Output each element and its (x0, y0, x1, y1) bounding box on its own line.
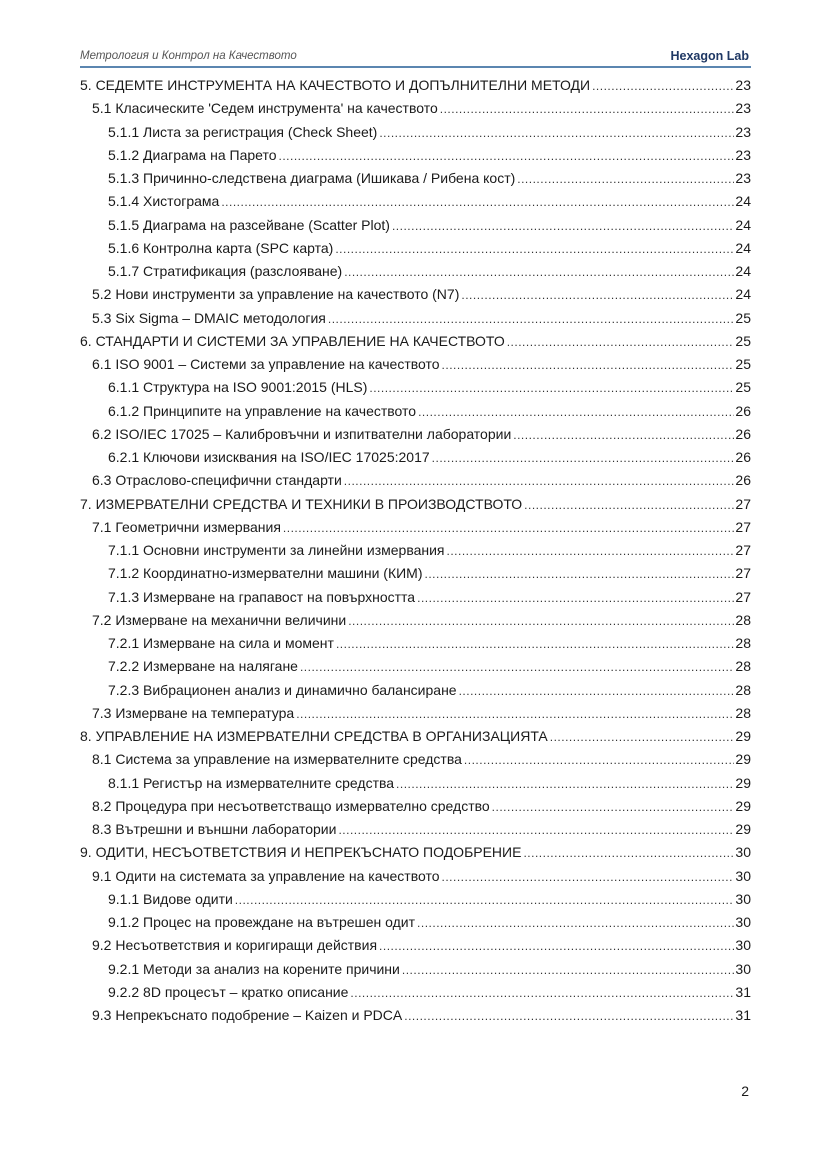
toc-entry-page[interactable]: 28 (735, 611, 751, 628)
toc-dot-leader (338, 819, 734, 842)
toc-entry-level-2[interactable] (80, 423, 751, 446)
toc-entry-page[interactable]: 29 (735, 797, 751, 814)
toc-entry-page[interactable]: 27 (735, 518, 751, 535)
toc-entry-level-3[interactable] (80, 167, 751, 190)
toc-entry-page[interactable]: 30 (735, 890, 751, 907)
toc-entry-level-2[interactable] (80, 795, 751, 818)
toc-dot-leader (523, 842, 734, 865)
toc-entry-title[interactable]: 5.2 Нови инструменти за управление на качеството (N7) (92, 283, 461, 306)
toc-dot-leader (442, 866, 735, 889)
toc-dot-leader (425, 563, 735, 586)
toc-entry-page[interactable]: 23 (735, 100, 751, 117)
toc-entry-level-2[interactable] (80, 748, 751, 771)
toc-entry-level-2[interactable] (80, 516, 751, 539)
toc-entry-page[interactable]: 24 (735, 286, 751, 303)
toc-entry-title[interactable]: 8.1.1 Регистър на измервателните средства (108, 772, 396, 795)
toc-entry-page[interactable]: 27 (735, 565, 751, 582)
toc-entry-page[interactable]: 27 (735, 495, 751, 512)
toc-entry-level-3[interactable] (80, 539, 751, 562)
toc-entry-level-2[interactable] (80, 283, 751, 306)
toc-entry-level-3[interactable] (80, 679, 751, 702)
toc-entry-title[interactable]: 9.1.1 Видове одити (108, 888, 235, 911)
toc-dot-leader (404, 1005, 734, 1028)
toc-dot-leader (592, 75, 734, 98)
toc-entry-level-3[interactable] (80, 121, 751, 144)
toc-entry-title[interactable]: 9.3 Непрекъснато подобрение – Kaizen и PDCA (92, 1004, 404, 1027)
toc-entry-level-3[interactable] (80, 400, 751, 423)
toc-dot-leader (379, 122, 734, 145)
toc-dot-leader (344, 470, 735, 493)
toc-entry-level-3[interactable] (80, 911, 751, 934)
toc-entry-title[interactable]: 8.2 Процедура при несъответстващо измервателно средство (92, 795, 492, 818)
page-header (80, 50, 751, 68)
toc-dot-leader (300, 656, 734, 679)
toc-entry-page[interactable]: 26 (735, 472, 751, 489)
toc-entry-title[interactable]: 7.1.2 Координатно-измервателни машини (КИМ) (108, 562, 425, 585)
toc-entry-level-2[interactable] (80, 353, 751, 376)
toc-entry-page[interactable]: 24 (735, 216, 751, 233)
toc-dot-leader (379, 935, 734, 958)
toc-dot-leader (417, 912, 734, 935)
toc-dot-leader (336, 633, 734, 656)
toc-entry-page[interactable]: 29 (735, 821, 751, 837)
toc-entry-level-2[interactable] (80, 97, 751, 120)
toc-entry-page[interactable]: 24 (735, 239, 751, 256)
table-of-contents (80, 74, 751, 1027)
toc-dot-leader (344, 261, 734, 284)
toc-entry-page[interactable]: 29 (735, 728, 751, 744)
toc-entry-page[interactable]: 30 (735, 867, 751, 884)
toc-entry-level-3[interactable] (80, 446, 751, 469)
toc-entry-title[interactable]: 5.1.5 Диаграма на разсейване (Scatter Plot) (108, 214, 392, 237)
toc-entry-title[interactable]: 8.1 Система за управление на измервателните средства (92, 748, 464, 771)
toc-entry-level-1[interactable] (80, 74, 751, 97)
toc-entry-title[interactable]: 5.1.7 Стратификация (разслояване) (108, 260, 344, 283)
toc-entry-title[interactable]: 6. СТАНДАРТИ И СИСТЕМИ ЗА УПРАВЛЕНИЕ НА КАЧЕСТВОТО (80, 330, 507, 353)
toc-entry-page[interactable]: 30 (735, 960, 751, 977)
page-number: 2 (741, 1083, 749, 1099)
toc-dot-leader (517, 168, 734, 191)
toc-entry-level-2[interactable] (80, 609, 751, 632)
toc-entry-page[interactable]: 26 (735, 449, 751, 465)
toc-dot-leader (402, 959, 735, 982)
toc-dot-leader (459, 680, 735, 703)
toc-dot-leader (461, 284, 734, 307)
toc-entry-page[interactable]: 28 (735, 704, 751, 721)
toc-dot-leader (279, 145, 735, 168)
toc-dot-leader (524, 494, 734, 517)
toc-dot-leader (328, 308, 735, 331)
toc-dot-leader (464, 749, 735, 772)
organization-name: Hexagon Lab (670, 49, 749, 63)
toc-entry-title[interactable]: 7. ИЗМЕРВАТЕЛНИ СРЕДСТВА И ТЕХНИКИ В ПРОИЗВОДСТВОТО (80, 493, 524, 516)
toc-entry-level-1[interactable] (80, 330, 751, 353)
toc-entry-title[interactable]: 6.2 ISO/IEC 17025 – Калибровъчни и изпитвателни лаборатории (92, 423, 513, 446)
toc-dot-leader (447, 540, 735, 563)
toc-entry-level-3[interactable] (80, 562, 751, 585)
toc-entry-title[interactable]: 7.1 Геометрични измервания (92, 516, 283, 539)
toc-dot-leader (418, 401, 734, 424)
toc-entry-level-3[interactable] (80, 214, 751, 237)
toc-entry-page[interactable]: 31 (735, 1007, 751, 1023)
toc-entry-title[interactable]: 8.3 Вътрешни и външни лаборатории (92, 818, 338, 841)
toc-entry-level-3[interactable] (80, 260, 751, 283)
toc-entry-level-2[interactable] (80, 702, 751, 725)
toc-entry-level-3[interactable] (80, 190, 751, 213)
toc-entry-title[interactable]: 6.1 ISO 9001 – Системи за управление на качеството (92, 353, 442, 376)
toc-entry-title[interactable]: 9. ОДИТИ, НЕСЪОТВЕТСТВИЯ И НЕПРЕКЪСНАТО ПОДОБРЕНИЕ (80, 841, 523, 864)
toc-entry-page[interactable]: 27 (735, 542, 751, 558)
toc-entry-title[interactable]: 7.2 Измерване на механични величини (92, 609, 348, 632)
toc-entry-title[interactable]: 5.1.2 Диаграма на Парето (108, 144, 279, 167)
toc-entry-title[interactable]: 5.3 Six Sigma – DMAIC методология (92, 307, 328, 330)
toc-dot-leader (513, 424, 734, 447)
toc-dot-leader (440, 98, 735, 121)
toc-entry-title[interactable]: 6.1.1 Структура на ISO 9001:2015 (HLS) (108, 376, 369, 399)
toc-entry-level-3[interactable] (80, 958, 751, 981)
toc-dot-leader (417, 587, 734, 610)
toc-entry-title[interactable]: 5.1.3 Причинно-следствена диаграма (Ишикава / Рибена кост) (108, 167, 517, 190)
toc-entry-level-1[interactable] (80, 841, 751, 864)
toc-dot-leader (335, 238, 734, 261)
toc-entry-title[interactable]: 8. УПРАВЛЕНИЕ НА ИЗМЕРВАТЕЛНИ СРЕДСТВА В ОРГАНИЗАЦИЯТА (80, 725, 550, 748)
toc-entry-page[interactable]: 23 (735, 146, 751, 163)
toc-entry-title[interactable]: 7.2.3 Вибрационен анализ и динамично балансиране (108, 679, 459, 702)
document-title: Метрология и Контрол на Качеството (80, 50, 297, 62)
toc-entry-title[interactable]: 6.2.1 Ключови изисквания на ISO/IEC 17025:2017 (108, 446, 432, 469)
toc-entry-page[interactable]: 31 (735, 983, 751, 1000)
toc-dot-leader (442, 354, 735, 377)
toc-dot-leader (507, 331, 735, 354)
toc-entry-page[interactable]: 23 (735, 123, 751, 140)
toc-dot-leader (350, 982, 734, 1005)
toc-entry-title[interactable]: 9.1 Одити на системата за управление на качеството (92, 865, 442, 888)
toc-entry-level-2[interactable] (80, 865, 751, 888)
toc-entry-title[interactable]: 7.1.1 Основни инструменти за линейни измервания (108, 539, 447, 562)
toc-dot-leader (348, 610, 734, 633)
toc-dot-leader (296, 703, 734, 726)
toc-entry-page[interactable]: 23 (735, 77, 751, 93)
toc-entry-level-1[interactable] (80, 725, 751, 748)
toc-entry-title[interactable]: 7.2.1 Измерване на сила и момент (108, 632, 336, 655)
toc-entry-level-1[interactable] (80, 493, 751, 516)
toc-entry-title[interactable]: 9.2.1 Методи за анализ на корените причини (108, 958, 402, 981)
toc-entry-page[interactable]: 25 (735, 356, 751, 372)
toc-entry-title[interactable]: 9.2.2 8D процесът – кратко описание (108, 981, 350, 1004)
toc-entry-level-3[interactable] (80, 981, 751, 1004)
toc-entry-page[interactable]: 28 (735, 635, 751, 651)
toc-entry-page[interactable]: 28 (735, 681, 751, 698)
toc-entry-title[interactable]: 9.1.2 Процес на провеждане на вътрешен одит (108, 911, 417, 934)
toc-entry-title[interactable]: 7.3 Измерване на температура (92, 702, 296, 725)
toc-entry-level-2[interactable] (80, 934, 751, 957)
toc-entry-page[interactable]: 30 (735, 937, 751, 954)
toc-entry-page[interactable]: 25 (735, 379, 751, 396)
toc-entry-title[interactable]: 5.1.4 Хистограма (108, 190, 221, 213)
toc-entry-title[interactable]: 5.1.1 Листа за регистрация (Check Sheet) (108, 121, 379, 144)
toc-entry-level-3[interactable] (80, 632, 751, 655)
toc-dot-leader (283, 517, 735, 540)
toc-entry-page[interactable]: 29 (735, 751, 751, 768)
toc-dot-leader (432, 447, 735, 470)
toc-dot-leader (550, 726, 735, 749)
toc-entry-level-2[interactable] (80, 469, 751, 492)
toc-entry-title[interactable]: 5.1.6 Контролна карта (SPC карта) (108, 237, 335, 260)
toc-entry-page[interactable]: 30 (735, 914, 751, 930)
toc-entry-page[interactable]: 30 (735, 844, 751, 861)
toc-entry-title[interactable]: 5. СЕДЕМТЕ ИНСТРУМЕНТА НА КАЧЕСТВОТО И ДОПЪЛНИТЕЛНИ МЕТОДИ (80, 74, 592, 97)
toc-entry-page[interactable]: 26 (735, 425, 751, 442)
toc-entry-level-3[interactable] (80, 655, 751, 678)
toc-entry-level-3[interactable] (80, 586, 751, 609)
toc-entry-level-2[interactable] (80, 1004, 751, 1027)
toc-entry-level-3[interactable] (80, 144, 751, 167)
toc-dot-leader (396, 773, 734, 796)
toc-entry-level-3[interactable] (80, 888, 751, 911)
toc-entry-title[interactable]: 6.3 Отраслово-специфични стандарти (92, 469, 344, 492)
toc-entry-title[interactable]: 7.2.2 Измерване на налягане (108, 655, 300, 678)
toc-dot-leader (492, 796, 735, 819)
toc-entry-level-2[interactable] (80, 818, 751, 841)
toc-entry-title[interactable]: 6.1.2 Принципите на управление на качеството (108, 400, 418, 423)
toc-entry-level-3[interactable] (80, 772, 751, 795)
toc-entry-page[interactable]: 23 (735, 170, 751, 186)
toc-entry-page[interactable]: 27 (735, 588, 751, 605)
toc-entry-page[interactable]: 28 (735, 658, 751, 675)
toc-entry-page[interactable]: 25 (735, 309, 751, 326)
toc-entry-title[interactable]: 9.2 Несъответствия и коригиращи действия (92, 934, 379, 957)
toc-dot-leader (221, 191, 734, 214)
toc-dot-leader (392, 215, 734, 238)
toc-entry-page[interactable]: 25 (735, 332, 751, 349)
toc-dot-leader (235, 889, 735, 912)
toc-entry-title[interactable]: 5.1 Класическите 'Седем инструмента' на качеството (92, 97, 440, 120)
toc-entry-page[interactable]: 26 (735, 402, 751, 419)
toc-dot-leader (369, 377, 734, 400)
toc-entry-level-2[interactable] (80, 307, 751, 330)
toc-entry-page[interactable]: 29 (735, 774, 751, 791)
toc-entry-page[interactable]: 24 (735, 193, 751, 210)
toc-entry-page[interactable]: 24 (735, 263, 751, 279)
toc-entry-level-3[interactable] (80, 376, 751, 399)
toc-entry-level-3[interactable] (80, 237, 751, 260)
toc-entry-title[interactable]: 7.1.3 Измерване на грапавост на повърхността (108, 586, 417, 609)
